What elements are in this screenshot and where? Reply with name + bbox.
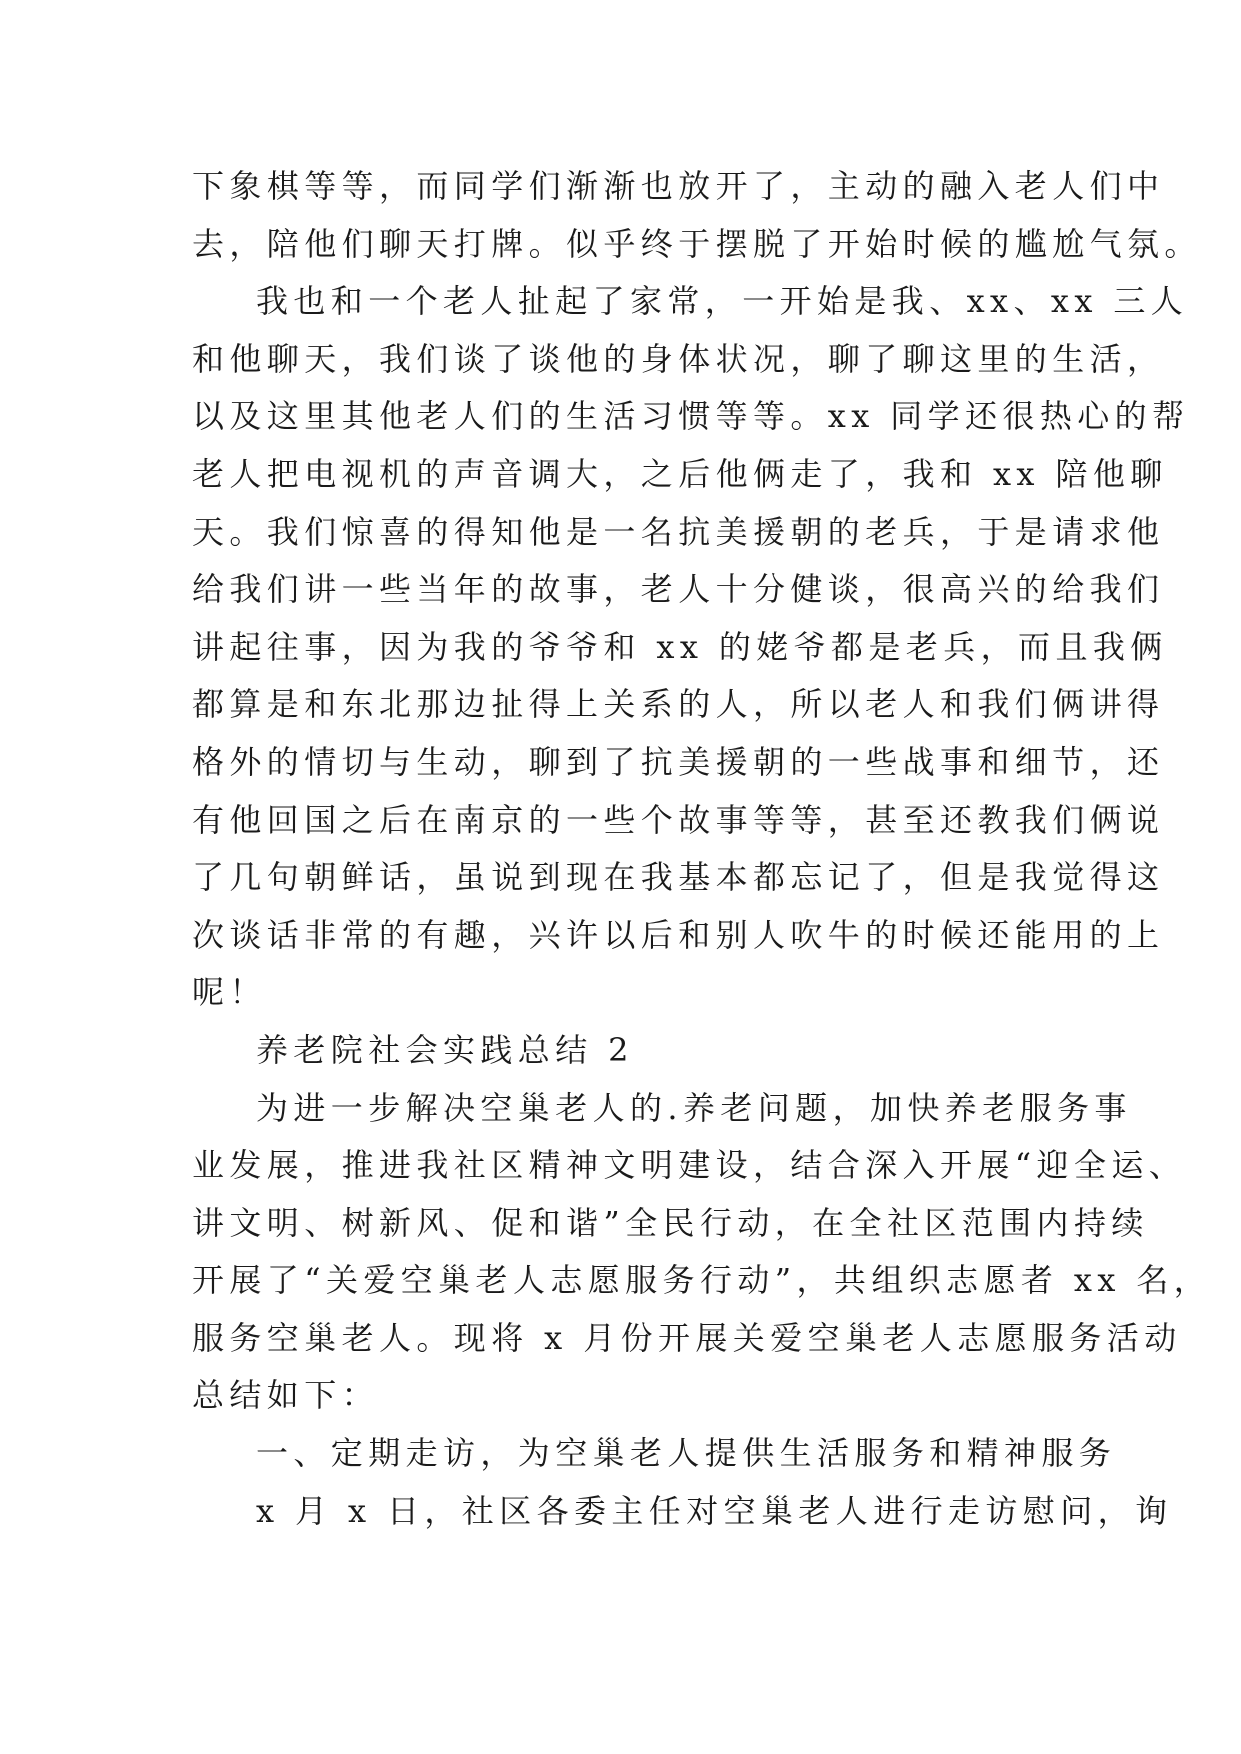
text-line: 开展了“关爱空巢老人志愿服务行动”，共组织志愿者 xx 名， — [192, 1261, 1212, 1300]
section-heading: 养老院社会实践总结 2 — [256, 1030, 634, 1069]
text-line: 老人把电视机的声音调大，之后他俩走了，我和 xx 陪他聊 — [192, 454, 1168, 493]
text-line: 服务空巢老人。现将 x 月份开展关爱空巢老人志愿服务活动 — [192, 1318, 1182, 1357]
text-line: 我也和一个老人扯起了家常，一开始是我、xx、xx 三人 — [256, 282, 1189, 321]
subsection-heading: 一、定期走访，为空巢老人提供生活服务和精神服务 — [256, 1434, 1117, 1473]
document-body — [192, 158, 1212, 1540]
text-line: 和他聊天，我们谈了谈他的身体状况，聊了聊这里的生活， — [192, 339, 1165, 378]
text-line: 下象棋等等，而同学们渐渐也放开了，主动的融入老人们中 — [192, 167, 1165, 205]
text-line: 以及这里其他老人们的生活习惯等等。xx 同学还很热心的帮 — [192, 397, 1190, 436]
text-line: 总结如下： — [192, 1376, 380, 1415]
text-line: 格外的情切与生动，聊到了抗美援朝的一些战事和细节，还 — [192, 742, 1165, 781]
text-line: 有他回国之后在南京的一些个故事等等，甚至还教我们俩说 — [192, 800, 1165, 839]
text-line: 业发展，推进我社区精神文明建设，结合深入开展“迎全运、 — [192, 1146, 1187, 1185]
text-line: 给我们讲一些当年的故事，老人十分健谈，很高兴的给我们 — [192, 570, 1165, 609]
text-line: 为进一步解决空巢老人的.养老问题，加快养老服务事 — [256, 1088, 1132, 1127]
text-line: x 月 x 日，社区各委主任对空巢老人进行走访慰问，询 — [256, 1491, 1173, 1530]
text-line: 都算是和东北那边扯得上关系的人，所以老人和我们俩讲得 — [192, 685, 1165, 724]
text-line: 讲起往事，因为我的爷爷和 xx 的姥爷都是老兵，而且我俩 — [192, 627, 1168, 666]
text-line: 次谈话非常的有趣，兴许以后和别人吹牛的时候还能用的上 — [192, 915, 1165, 954]
text-line: 呢！ — [192, 973, 267, 1012]
text-line: 去，陪他们聊天打牌。似乎终于摆脱了开始时候的尴尬气氛。 — [192, 224, 1202, 263]
text-line: 了几句朝鲜话，虽说到现在我基本都忘记了，但是我觉得这 — [192, 858, 1165, 897]
text-line: 天。我们惊喜的得知他是一名抗美援朝的老兵，于是请求他 — [192, 512, 1165, 551]
text-line: 讲文明、树新风、促和谐”全民行动，在全社区范围内持续 — [192, 1203, 1149, 1242]
